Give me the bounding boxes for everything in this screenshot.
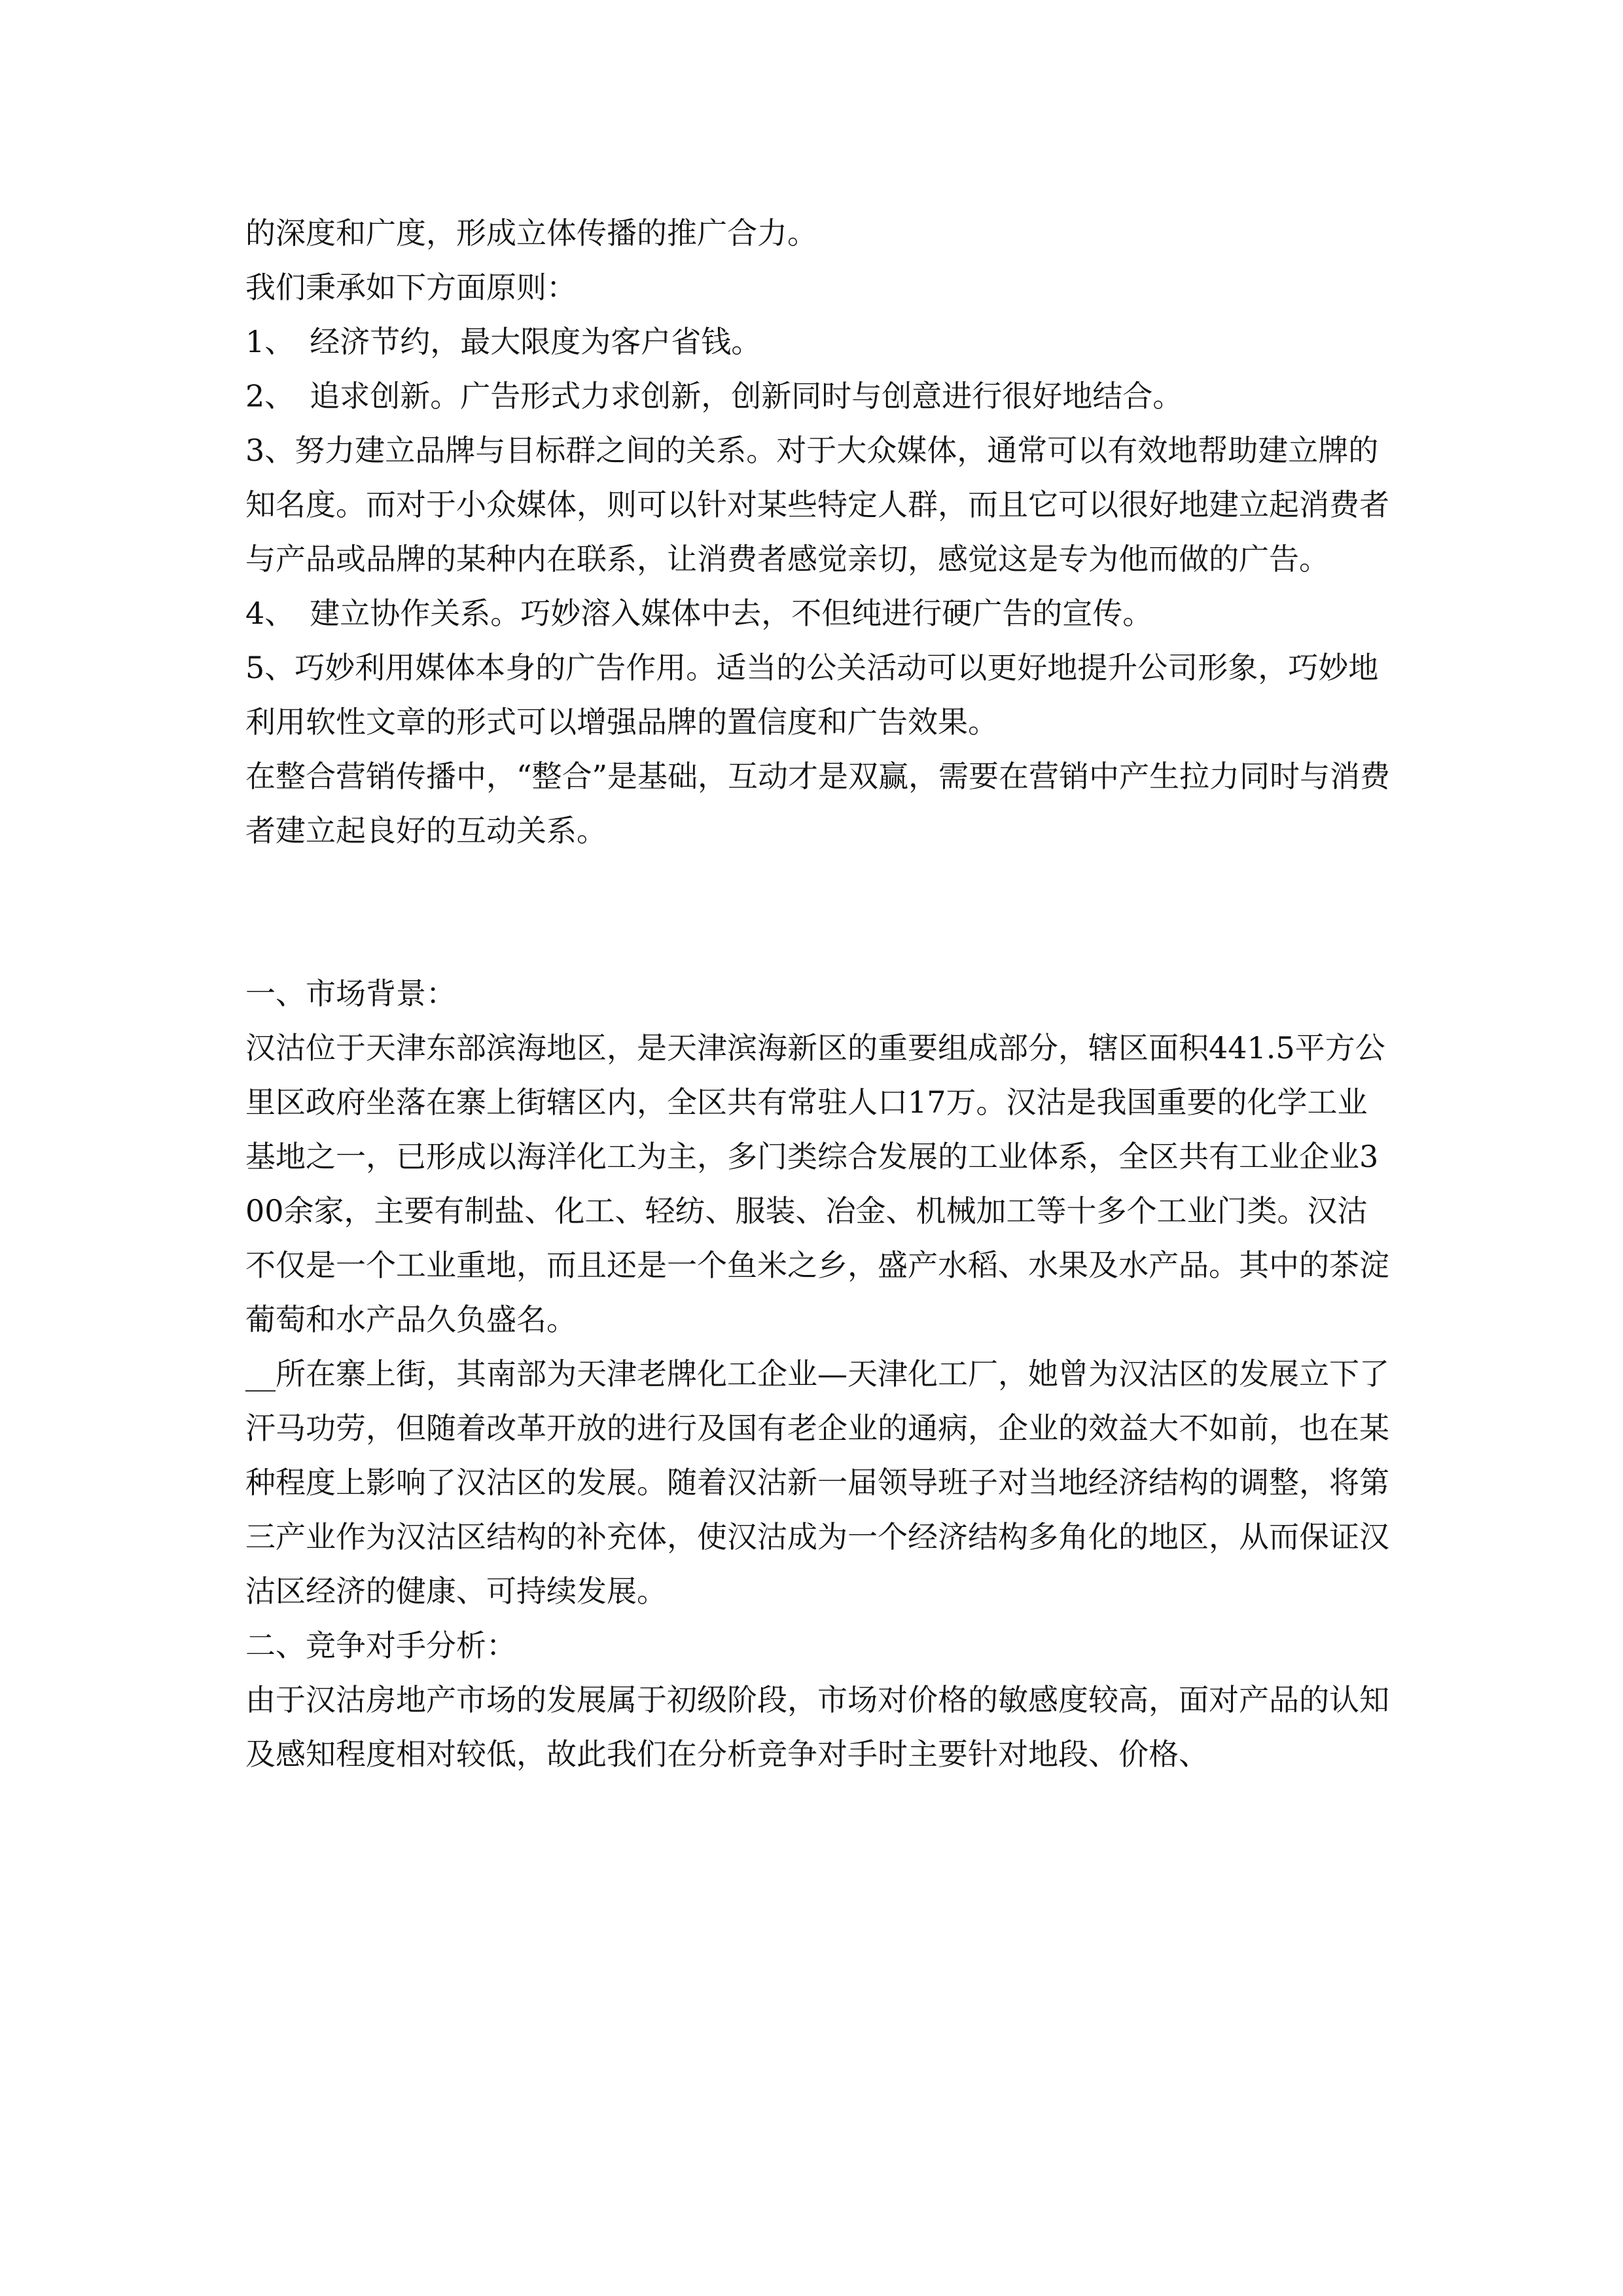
principle-item-3: 3、努力建立品牌与目标群之间的关系。对于大众媒体，通常可以有效地帮助建立牌的知名度。而对于小众媒体，则可以针对某些特定人群，而且它可以很好地建立起消费者与产品或品牌的某种内在联系，让消费者感觉亲切，感觉这是专为他而做的广告。	[245, 433, 1389, 577]
paragraph-intro: 的深度和广度，形成立体传播的推广合力。	[245, 215, 817, 251]
paragraph-principles-lead: 我们秉承如下方面原则：	[245, 270, 577, 305]
principle-item-1: 1、 经济节约，最大限度为客户省钱。	[245, 324, 762, 359]
section-spacer	[245, 858, 1391, 967]
principle-item-4: 4、 建立协作关系。巧妙溶入媒体中去，不但纯进行硬广告的宣传。	[245, 596, 1153, 631]
principle-item-2: 2、 追求创新。广告形式力求创新，创新同时与创意进行很好地结合。	[245, 378, 1183, 414]
paragraph-integration: 在整合营销传播中，“整合”是基础，互动才是双赢，需要在营销中产生拉力同时与消费者建立起良好的互动关系。	[245, 759, 1391, 848]
document-body	[245, 206, 1391, 1782]
paragraph-market-background-1: 汉沽位于天津东部滨海地区，是天津滨海新区的重要组成部分，辖区面积441.5平方公里区政府坐落在寨上街辖区内，全区共有常驻人口17万。汉沽是我国重要的化学工业基地之一，已形成以海洋化工为主，多门类综合发展的工业体系，全区共有工业企业300余家，主要有制盐、化工、轻纺、服装、冶金、机械加工等十多个工业门类。汉沽不仅是一个工业重地，而且还是一个鱼米之乡，盛产水稻、水果及水产品。其中的茶淀葡萄和水产品久负盛名。	[245, 1030, 1389, 1337]
paragraph-competitor-analysis-1: 由于汉沽房地产市场的发展属于初级阶段，市场对价格的敏感度较高，面对产品的认知及感知程度相对较低，故此我们在分析竞争对手时主要针对地段、价格、	[245, 1682, 1389, 1772]
paragraph-market-background-2: __所在寨上街，其南部为天津老牌化工企业—天津化工厂，她曾为汉沽区的发展立下了汗马功劳，但随着改革开放的进行及国有老企业的通病，企业的效益大不如前，也在某种程度上影响了汉沽区的发展。随着汉沽新一届领导班子对当地经济结构的调整，将第三产业作为汉沽区结构的补充体，使汉沽成为一个经济结构多角化的地区，从而保证汉沽区经济的健康、可持续发展。	[245, 1356, 1389, 1609]
principle-item-5: 5、巧妙利用媒体本身的广告作用。适当的公关活动可以更好地提升公司形象，巧妙地利用软性文章的形式可以增强品牌的置信度和广告效果。	[245, 650, 1379, 740]
section-heading-market-background: 一、市场背景：	[245, 976, 456, 1011]
section-heading-competitor-analysis: 二、竞争对手分析：	[245, 1628, 516, 1663]
